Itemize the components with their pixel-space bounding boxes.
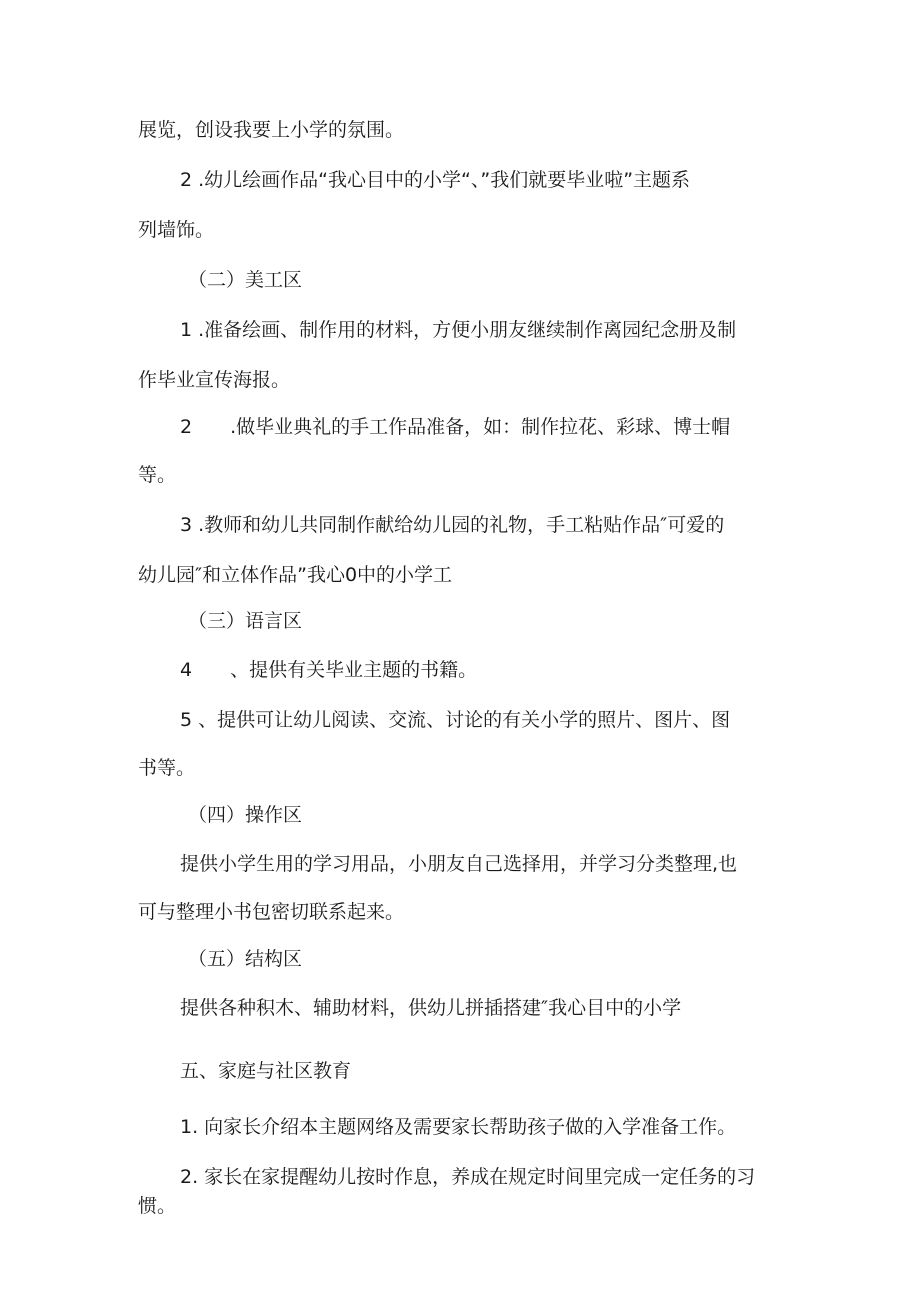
list-item-5-line-2: 书等。 xyxy=(138,757,196,779)
list-item-2-line-2: 列墙饰。 xyxy=(138,219,215,241)
list-item-family-1: 1. 向家长介绍本主题网络及需要家长帮助孩子做的入学准备工作。 xyxy=(180,1116,737,1138)
paragraph-operation-line-1: 提供小学生用的学习用品，小朋友自己选择用，并学习分类整理,也 xyxy=(180,853,738,875)
section-heading-operation: （四）操作区 xyxy=(188,804,303,826)
list-item-2-line-1: 2 .幼儿绘画作品“我心目中的小学“、”我们就要毕业啦”主题系 xyxy=(180,169,691,191)
section-heading-language: （三）语言区 xyxy=(188,610,303,632)
list-item-2b-line-2: 等。 xyxy=(138,464,177,486)
section-heading-family-community: 五、家庭与社区教育 xyxy=(180,1060,352,1082)
list-item-3-line-2: 幼儿园″和立体作品”我心0中的小学工 xyxy=(138,564,453,586)
list-item-4: 4 、提供有关毕业主题的书籍。 xyxy=(180,659,478,681)
list-item-5-line-1: 5 、提供可让幼儿阅读、交流、讨论的有关小学的照片、图片、图 xyxy=(180,709,731,731)
paragraph-operation-line-2: 可与整理小书包密切联系起来。 xyxy=(138,901,405,923)
list-item-family-2-line-1: 2. 家长在家提醒幼儿按时作息，养成在规定时间里完成一定任务的习 xyxy=(180,1166,756,1188)
section-heading-art: （二）美工区 xyxy=(188,269,303,291)
paragraph-structure: 提供各种积木、辅助材料，供幼儿拼插搭建″我心目中的小学 xyxy=(180,997,682,1019)
list-item-3-line-1: 3 .教师和幼儿共同制作献给幼儿园的礼物，手工粘贴作品″可爱的 xyxy=(180,514,725,536)
list-item-2b-line-1: 2 .做毕业典礼的手工作品准备，如：制作拉花、彩球、博士帽 xyxy=(180,416,731,438)
list-item-1-line-1: 1 .准备绘画、制作用的材料，方便小朋友继续制作离园纪念册及制 xyxy=(180,319,737,341)
section-heading-structure: （五）结构区 xyxy=(188,948,303,970)
text-line-continuation: 展览，创设我要上小学的氛围。 xyxy=(138,119,405,141)
list-item-family-2-line-2: 惯。 xyxy=(138,1195,177,1217)
list-item-1-line-2: 作毕业宣传海报。 xyxy=(138,369,291,391)
